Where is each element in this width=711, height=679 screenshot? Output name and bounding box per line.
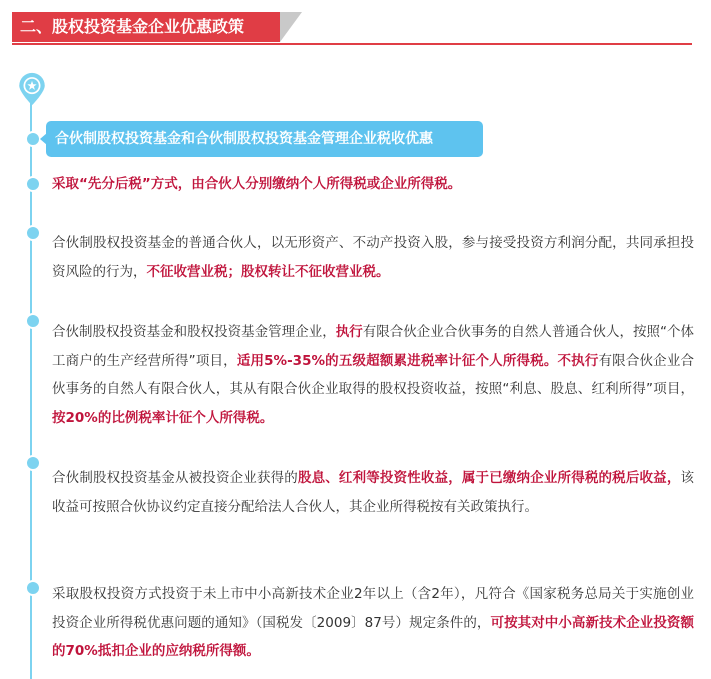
body-text: 有限合伙企业合伙事务的自然人普通合伙人，按照“个体工商户的生产经营所得”项目， xyxy=(52,324,695,369)
header-underline xyxy=(12,43,692,45)
body-text: 有限合伙企业合伙事务的自然人有限合伙人，其从有限合伙企业取得的股权投资收益，按照“利息、股息、红利所得”项目， xyxy=(52,352,694,397)
timeline-dot xyxy=(25,313,41,329)
policy-paragraph xyxy=(52,464,694,521)
highlight-text: 执行 xyxy=(335,324,363,340)
highlight-text: 适用5%-35%的五级超额累进税率计征个人所得税。不执行 xyxy=(236,352,599,369)
body-text: 合伙制股权投资基金从被投资企业获得的 xyxy=(52,470,298,486)
highlight-text: 不征收营业税；股权转让不征收营业税。 xyxy=(146,263,390,280)
policy-paragraph xyxy=(52,580,694,666)
timeline-dot xyxy=(25,131,41,147)
timeline-dot xyxy=(25,580,41,596)
body-text: 该收益可按照合伙协议约定直接分配给法人合伙人，其企业所得税按有关政策执行。 xyxy=(52,470,695,515)
timeline-dot xyxy=(25,455,41,471)
header-corner-decoration xyxy=(280,12,302,42)
policy-paragraph xyxy=(52,170,694,199)
highlight-text: 股息、红利等投资性收益，属于已缴纳企业所得税的税后收益， xyxy=(297,470,681,486)
policy-paragraph xyxy=(52,318,694,432)
subsection-title: 合伙制股权投资基金和合伙制股权投资基金管理企业税收优惠 xyxy=(46,121,483,157)
timeline-dot xyxy=(25,176,41,192)
body-text: 合伙制股权投资基金和股权投资基金管理企业， xyxy=(52,324,336,340)
highlight-text: 按20%的比例税率计征个人所得税。 xyxy=(52,409,274,426)
body-text: 采取股权投资方式投资于未上市中小高新技术企业2年以上（含2年），凡符合《国家税务总局关于实施创业投资企业所得税优惠问题的通知》（国税发〔2009〕87号）规定条件的， xyxy=(52,586,694,631)
section-header xyxy=(12,12,692,42)
highlight-text: 可按其对中小高新技术企业投资额的70%抵扣企业的应纳税所得额。 xyxy=(52,614,694,659)
body-text: 合伙制股权投资基金的普通合伙人，以无形资产、不动产投资入股，参与接受投资方利润分配，共同承担投资风险的行为， xyxy=(52,235,694,280)
section-title: 二、股权投资基金企业优惠政策 xyxy=(12,12,280,42)
star-pin-icon xyxy=(15,72,49,106)
timeline-dot xyxy=(25,225,41,241)
highlight-text: 采取“先分后税”方式，由合伙人分别缴纳个人所得税或企业所得税。 xyxy=(52,176,462,192)
policy-paragraph xyxy=(52,229,694,286)
